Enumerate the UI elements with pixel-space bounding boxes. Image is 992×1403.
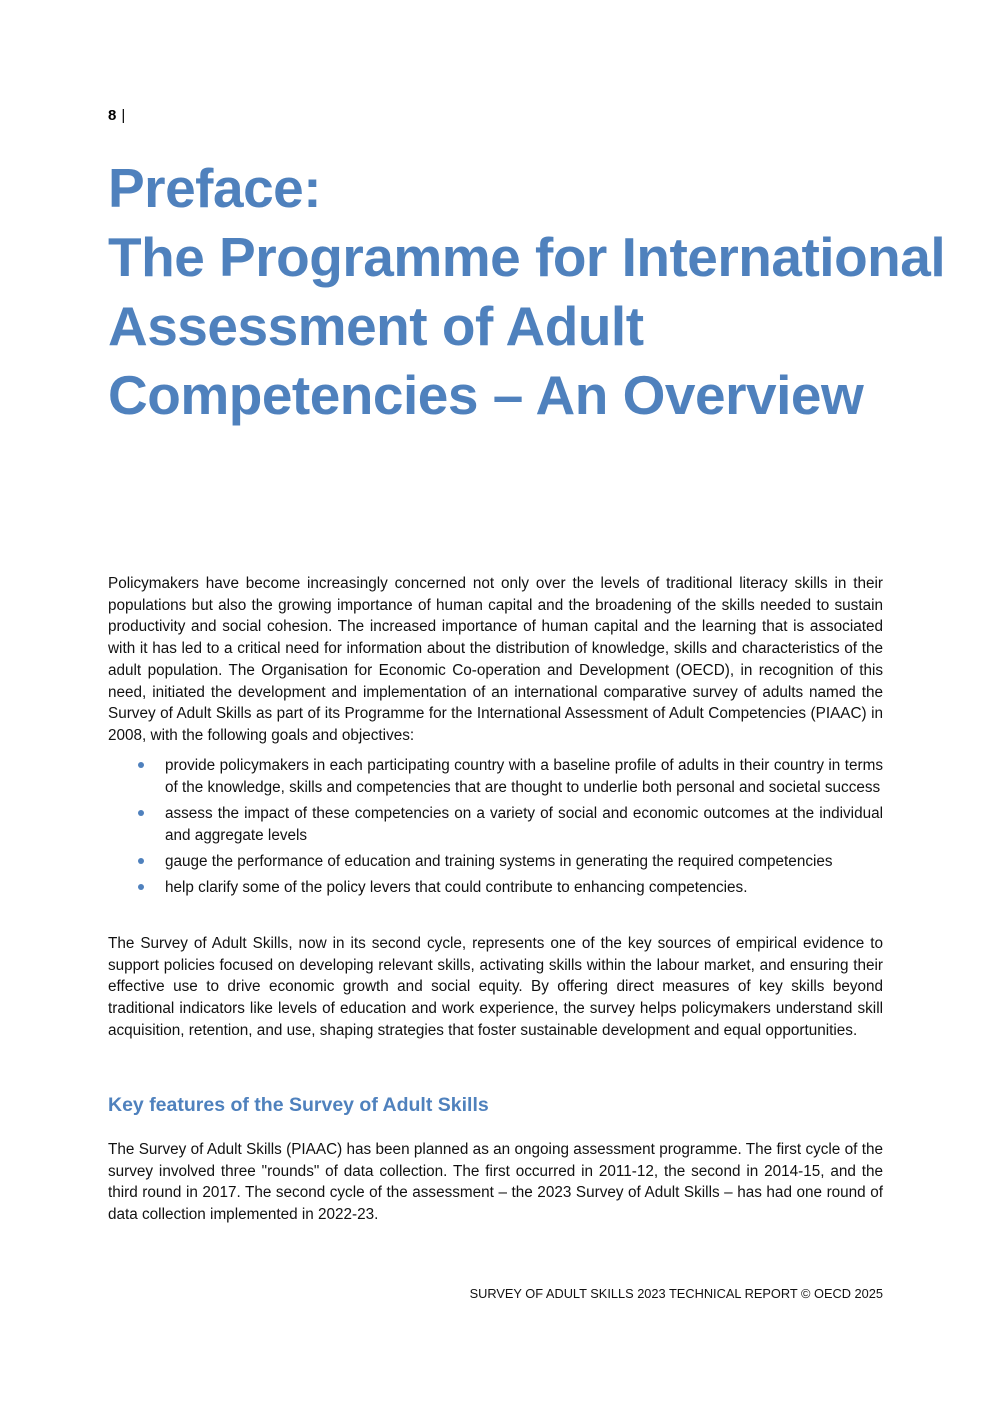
- title-line-2: The Programme for International: [108, 226, 946, 288]
- list-item-text: help clarify some of the policy levers that could contribute to enhancing competencies.: [165, 879, 748, 897]
- page-number: [108, 106, 125, 126]
- section-heading: Key features of the Survey of Adult Skills: [108, 1094, 489, 1116]
- intro-paragraph: Policymakers have become increasingly concerned not only over the levels of traditional literacy skills in their populations but also the growing importance of human capital and the broadening of the skills needed to sustain productivity and social cohesion. The increased importance of human capital and the learning that is associated with it has led to a critical need for information about the distribution of knowledge, skills and characteristics of the adult population. The Organisation for Economic Co-operation and Development (OECD), in recognition of this need, initiated the development and implementation of an international comparative survey of adults named the Survey of Adult Skills as part of its Programme for the International Assessment of Adult Competencies (PIAAC) in 2008, with the following goals and objectives:: [108, 575, 883, 744]
- page-number-value: 8: [108, 107, 117, 124]
- bullet-icon: [138, 884, 144, 890]
- goals-list: [108, 755, 883, 904]
- second-paragraph: The Survey of Adult Skills, now in its second cycle, represents one of the key sources of empirical evidence to support policies focused on developing relevant skills, activating skills within the labour market, and ensuring their effective use to drive economic growth and social equity. By offering direct measures of key skills beyond traditional indicators like levels of education and work experience, the survey helps policymakers understand skill acquisition, retention, and use, shaping strategies that foster sustainable development and equal opportunities.: [108, 935, 883, 1039]
- list-item: [108, 803, 883, 846]
- section-paragraph: The Survey of Adult Skills (PIAAC) has been planned as an ongoing assessment programme. The first cycle of the survey involved three "rounds" of data collection. The first occurred in 2011-12, the second in 2014-15, and the third round in 2017. The second cycle of the assessment – the 2023 Survey of Adult Skills – has had one round of data collection implemented in 2022-23.: [108, 1141, 883, 1224]
- title-line-1: Preface:: [108, 157, 322, 219]
- list-item-text: provide policymakers in each participating country with a baseline profile of adults in their country in terms of the knowledge, skills and competencies that are thought to underlie both personal and societal success: [165, 757, 883, 796]
- list-item: [108, 877, 883, 899]
- bullet-icon: [138, 810, 144, 816]
- page-number-separator: |: [121, 107, 126, 124]
- title-line-4: Competencies – An Overview: [108, 364, 864, 426]
- bullet-icon: [138, 762, 144, 768]
- bullet-icon: [138, 858, 144, 864]
- page-footer: SURVEY OF ADULT SKILLS 2023 TECHNICAL REPORT © OECD 2025: [469, 1286, 883, 1301]
- page-title: [108, 154, 946, 430]
- list-item-text: gauge the performance of education and training systems in generating the required competencies: [165, 853, 833, 870]
- list-item-text: assess the impact of these competencies on a variety of social and economic outcomes at the individual and aggregate levels: [165, 805, 883, 844]
- list-item: [108, 851, 883, 873]
- title-line-3: Assessment of Adult: [108, 295, 644, 357]
- list-item: [108, 755, 883, 798]
